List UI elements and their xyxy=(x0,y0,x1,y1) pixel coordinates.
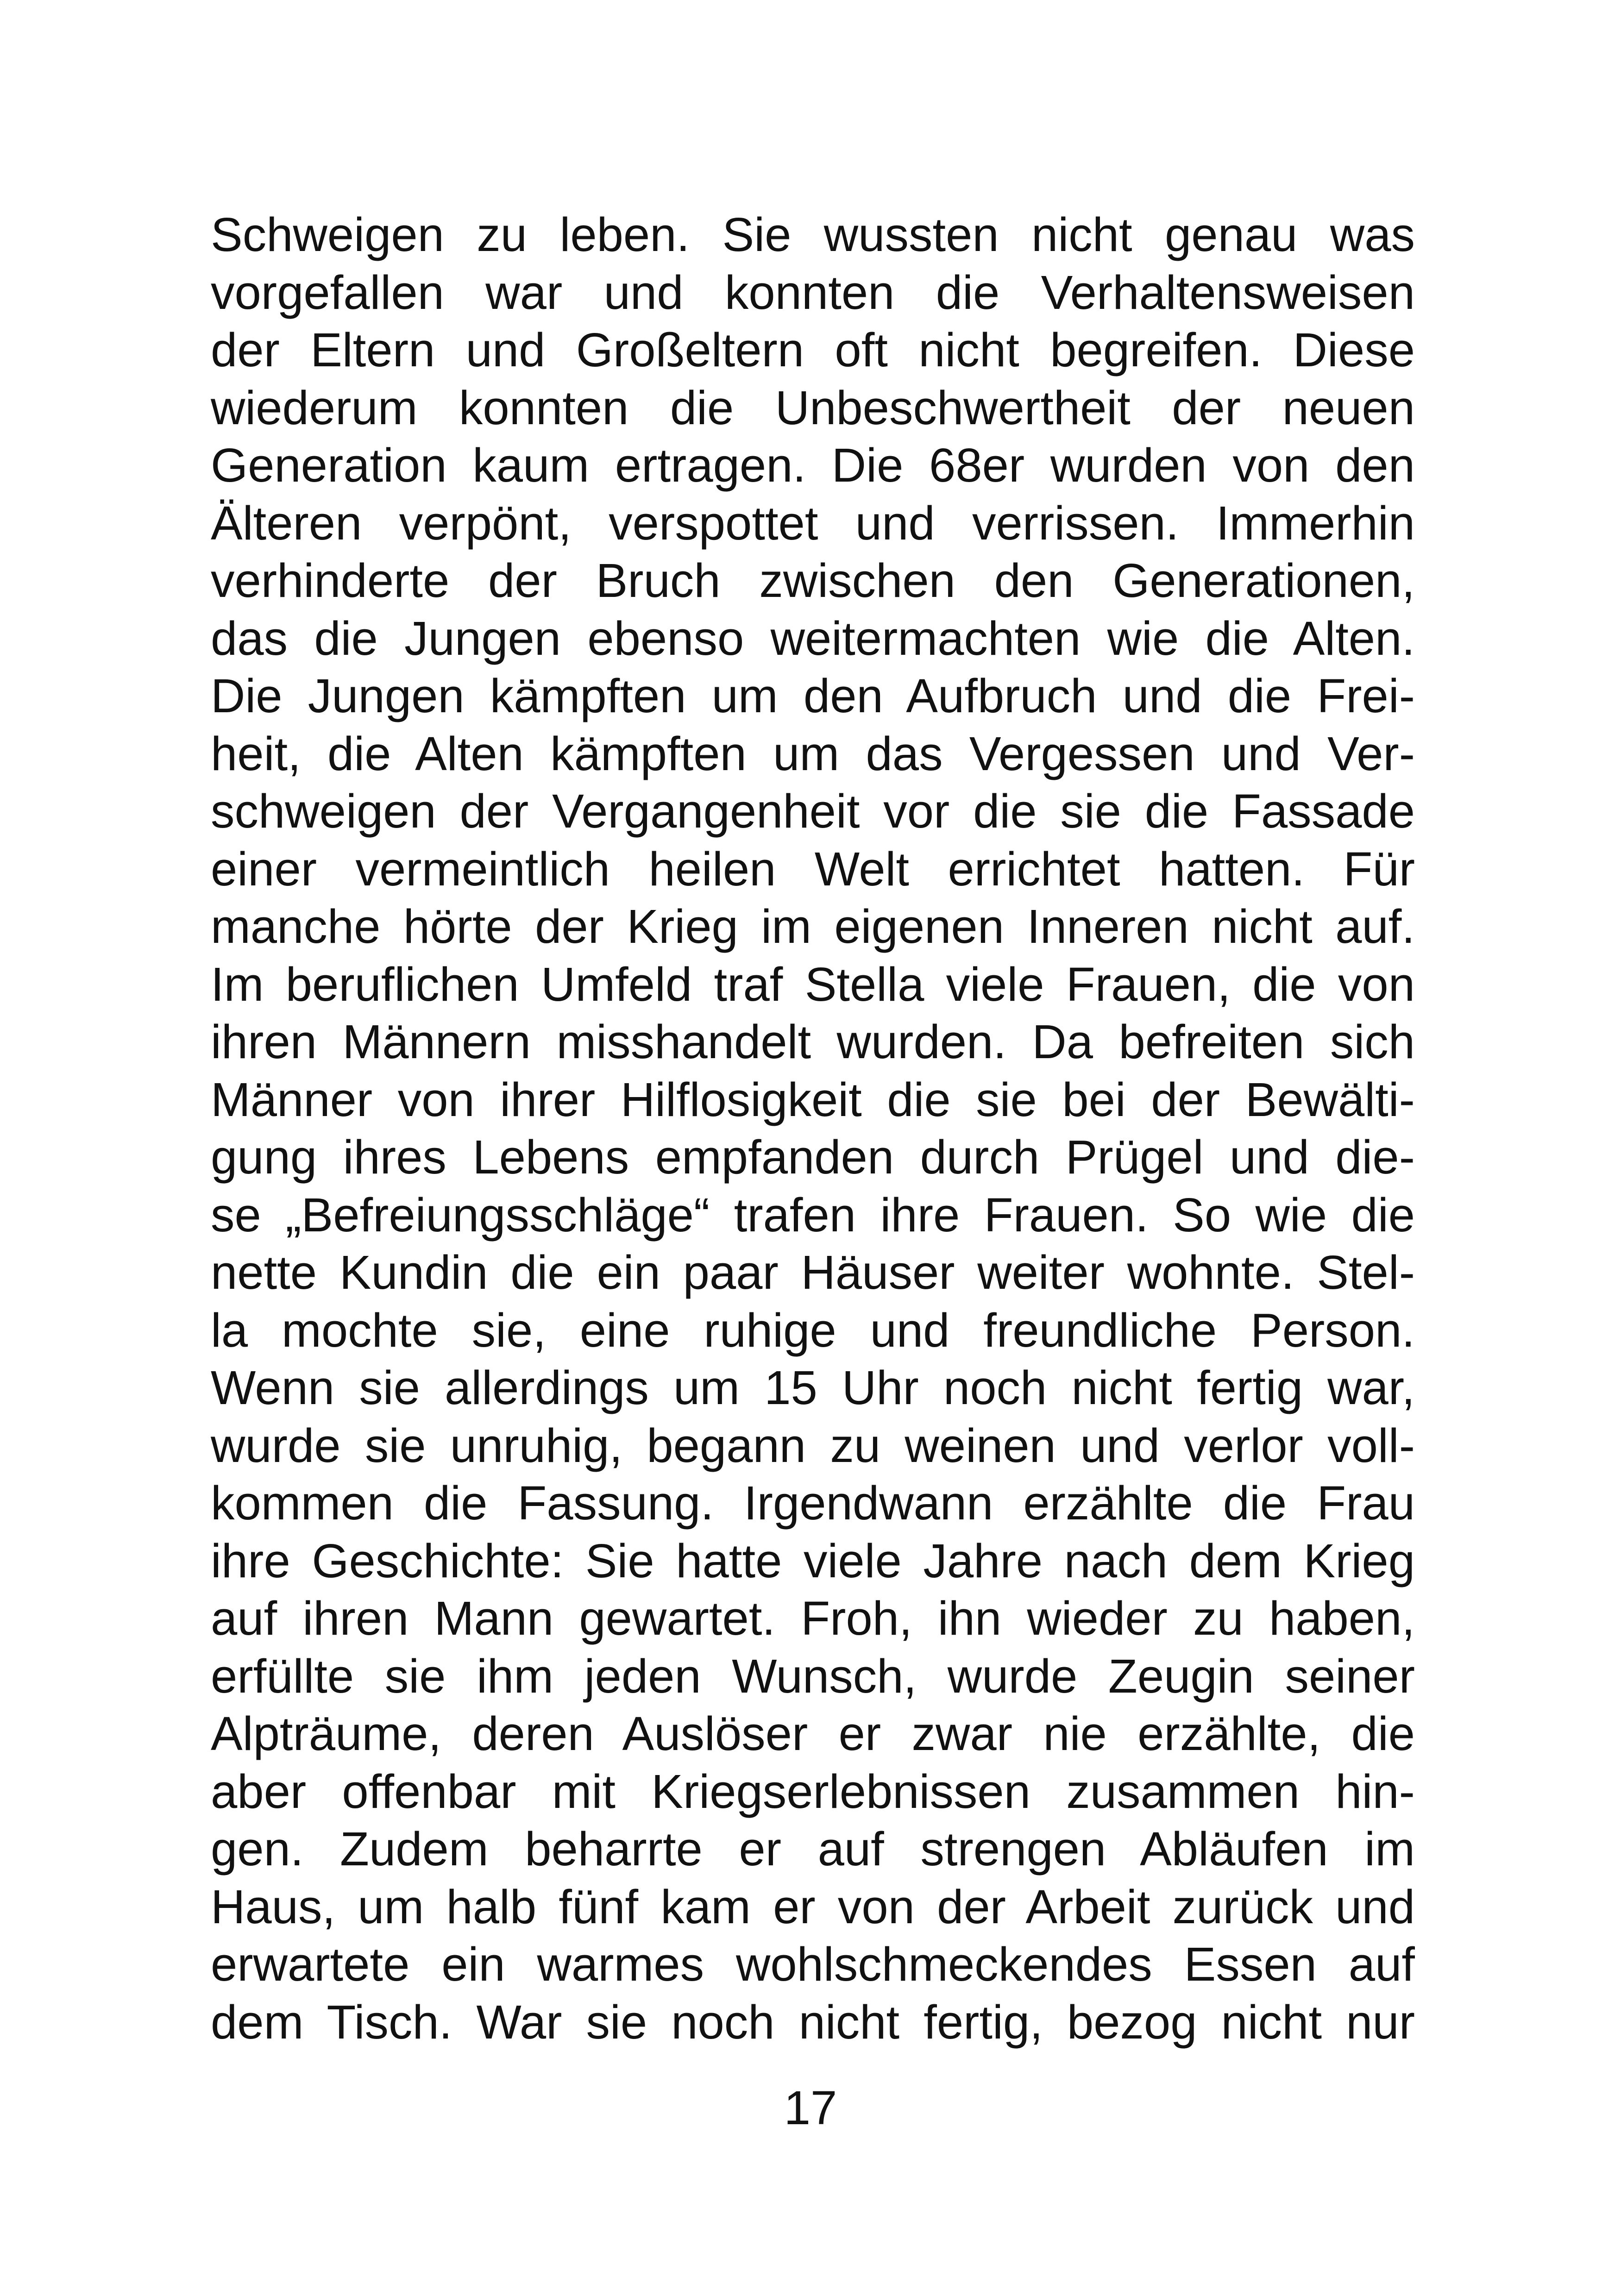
text-line: auf ihren Mann gewartet. Froh, ihn wieder zu haben, xyxy=(211,1592,1415,1645)
text-line: schweigen der Vergangenheit vor die sie die Fassade xyxy=(211,784,1415,838)
text-line: heit, die Alten kämpften um das Vergessen und Ver- xyxy=(211,727,1415,780)
text-line: Älteren verpönt, verspottet und verrissen. Immerhin xyxy=(211,496,1415,550)
text-line: wurde sie unruhig, begann zu weinen und verlor voll- xyxy=(211,1418,1415,1472)
text-line: Die Jungen kämpften um den Aufbruch und die Frei- xyxy=(211,669,1415,722)
text-line: erfüllte sie ihm jeden Wunsch, wurde Zeugin seiner xyxy=(211,1649,1415,1703)
text-line: Wenn sie allerdings um 15 Uhr noch nicht fertig war, xyxy=(211,1361,1415,1414)
body-text xyxy=(211,206,1415,2051)
text-line: gen. Zudem beharrte er auf strengen Abläufen im xyxy=(211,1822,1415,1876)
text-line: vorgefallen war und konnten die Verhaltensweisen xyxy=(211,265,1415,319)
page-number: 17 xyxy=(784,2081,837,2134)
text-line: das die Jungen ebenso weitermachten wie die Alten. xyxy=(211,611,1415,665)
text-line: Im beruflichen Umfeld traf Stella viele Frauen, die von xyxy=(211,957,1415,1011)
text-line: la mochte sie, eine ruhige und freundliche Person. xyxy=(211,1303,1415,1357)
text-line: manche hörte der Krieg im eigenen Inneren nicht auf. xyxy=(211,900,1415,953)
text-line: erwartete ein warmes wohlschmeckendes Essen auf xyxy=(211,1938,1415,1991)
text-line: dem Tisch. War sie noch nicht fertig, bezog nicht nur xyxy=(211,1995,1415,2049)
text-line: ihren Männern misshandelt wurden. Da befreiten sich xyxy=(211,1015,1415,1068)
text-line: kommen die Fassung. Irgendwann erzählte die Frau xyxy=(211,1476,1415,1530)
text-line: Männer von ihrer Hilflosigkeit die sie bei der Bewälti- xyxy=(211,1073,1415,1126)
text-line: Schweigen zu leben. Sie wussten nicht genau was xyxy=(211,208,1415,261)
text-line: wiederum konnten die Unbeschwertheit der neuen xyxy=(211,381,1415,434)
text-line: einer vermeintlich heilen Welt errichtet hatten. Für xyxy=(211,842,1415,896)
text-line: ihre Geschichte: Sie hatte viele Jahre nach dem Krieg xyxy=(211,1534,1415,1587)
text-line: Haus, um halb fünf kam er von der Arbeit zurück und xyxy=(211,1880,1415,1933)
text-line: nette Kundin die ein paar Häuser weiter wohnte. Stel- xyxy=(211,1246,1415,1299)
text-line: gung ihres Lebens empfanden durch Prügel und die- xyxy=(211,1130,1415,1184)
text-line: Alpträume, deren Auslöser er zwar nie erzählte, die xyxy=(211,1707,1415,1760)
text-line: se „Befreiungsschläge“ trafen ihre Frauen. So wie die xyxy=(211,1188,1415,1242)
text-line: Generation kaum ertragen. Die 68er wurden von den xyxy=(211,439,1415,492)
text-line: verhinderte der Bruch zwischen den Generationen, xyxy=(211,554,1415,607)
text-line: der Eltern und Großeltern oft nicht begreifen. Diese xyxy=(211,323,1415,376)
text-line: aber offenbar mit Kriegserlebnissen zusammen hin- xyxy=(211,1764,1415,1818)
